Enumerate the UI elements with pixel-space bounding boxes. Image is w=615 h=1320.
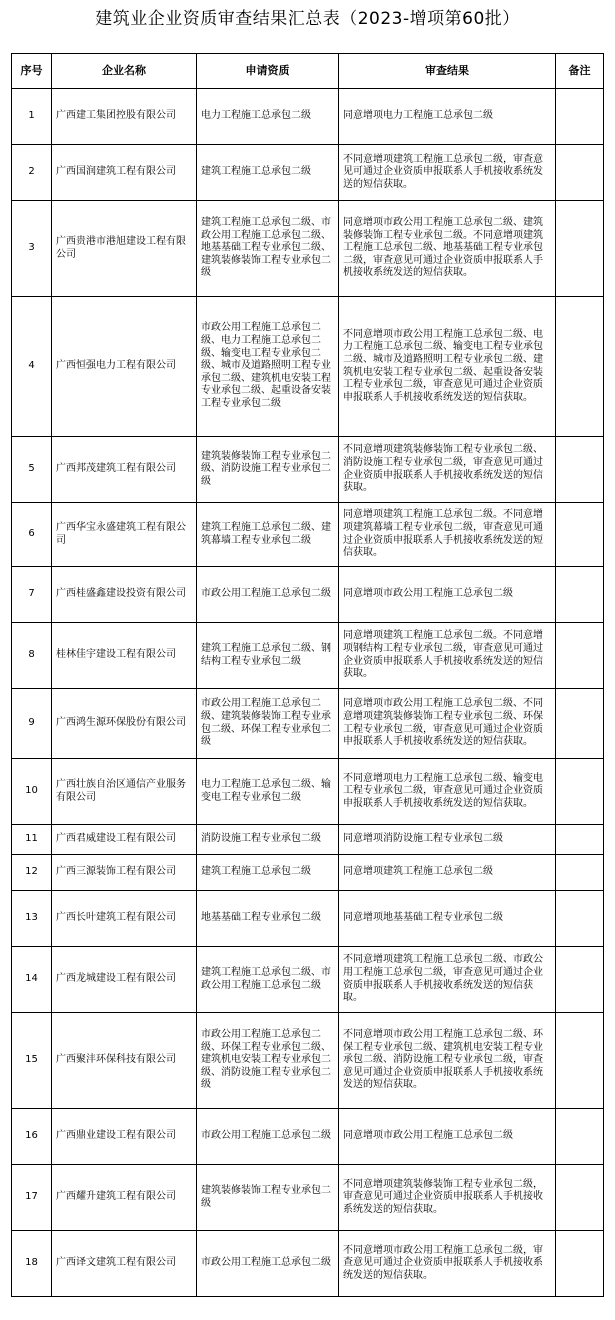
review-result: 不同意增项电力工程施工总承包二级、输变电工程专业承包二级，审查意见可通过企业资质申报联系人手机接收系统发送的短信获取。 <box>339 759 556 825</box>
row-index: 6 <box>12 503 52 567</box>
review-result: 不同意增项建筑装修装饰工程专业承包二级，审查意见可通过企业资质申报联系人手机接收系统发送的短信获取。 <box>339 1165 556 1231</box>
remark <box>556 437 604 503</box>
header-index: 序号 <box>12 54 52 89</box>
company-name: 广西君威建设工程有限公司 <box>52 825 197 855</box>
review-result: 同意增项市政公用工程施工总承包二级、建筑装修装饰工程专业承包二级。不同意增项建筑工程施工总承包二级、地基基础工程专业承包二级，审查意见可通过企业资质申报联系人手机接收系统发送的短信获取。 <box>339 201 556 297</box>
row-index: 15 <box>12 1013 52 1109</box>
review-result: 不同意增项市政公用工程施工总承包二级，审查意见可通过企业资质申报联系人手机接收系统发送的短信获取。 <box>339 1231 556 1297</box>
company-name: 广西恒强电力工程有限公司 <box>52 297 197 437</box>
remark <box>556 623 604 689</box>
company-name: 广西桂盛鑫建设投资有限公司 <box>52 567 197 623</box>
table-row <box>12 89 604 145</box>
remark <box>556 825 604 855</box>
applied-qualification: 建筑工程施工总承包二级 <box>197 855 339 891</box>
table-row <box>12 503 604 567</box>
row-index: 8 <box>12 623 52 689</box>
table-row <box>12 1109 604 1165</box>
table-row <box>12 297 604 437</box>
page-title: 建筑业企业资质审查结果汇总表（2023-增项第60批） <box>95 9 520 29</box>
applied-qualification: 市政公用工程施工总承包二级、电力工程施工总承包二级、输变电工程专业承包二级、城市及道路照明工程专业承包二级、建筑机电安装工程专业承包二级、起重设备安装工程专业承包二级 <box>197 297 339 437</box>
remark <box>556 689 604 759</box>
company-name: 广西贵港市港旭建设工程有限公司 <box>52 201 197 297</box>
company-name: 广西耀升建筑工程有限公司 <box>52 1165 197 1231</box>
remark <box>556 947 604 1013</box>
applied-qualification: 市政公用工程施工总承包二级 <box>197 1231 339 1297</box>
table-row <box>12 567 604 623</box>
applied-qualification: 建筑工程施工总承包二级、市政公用工程施工总承包二级 <box>197 947 339 1013</box>
row-index: 4 <box>12 297 52 437</box>
row-index: 11 <box>12 825 52 855</box>
remark <box>556 759 604 825</box>
row-index: 18 <box>12 1231 52 1297</box>
review-result: 同意增项建筑工程施工总承包二级 <box>339 855 556 891</box>
applied-qualification: 地基基础工程专业承包二级 <box>197 891 339 947</box>
row-index: 14 <box>12 947 52 1013</box>
remark <box>556 1013 604 1109</box>
company-name: 广西邦茂建筑工程有限公司 <box>52 437 197 503</box>
table-row <box>12 759 604 825</box>
table-header-row <box>12 54 604 89</box>
review-result: 同意增项建筑工程施工总承包二级。不同意增项钢结构工程专业承包二级，审查意见可通过企业资质申报联系人手机接收系统发送的短信获取。 <box>339 623 556 689</box>
table-row <box>12 891 604 947</box>
header-note: 备注 <box>556 54 604 89</box>
remark <box>556 855 604 891</box>
table-row <box>12 201 604 297</box>
row-index: 13 <box>12 891 52 947</box>
review-result: 同意增项建筑工程施工总承包二级。不同意增项建筑幕墙工程专业承包二级，审查意见可通过企业资质申报联系人手机接收系统发送的短信获取。 <box>339 503 556 567</box>
review-result: 不同意增项市政公用工程施工总承包二级、环保工程专业承包二级、建筑机电安装工程专业承包二级、消防设施工程专业承包二级，审查意见可通过企业资质申报联系人手机接收系统发送的短信获取。 <box>339 1013 556 1109</box>
review-result: 同意增项市政公用工程施工总承包二级、不同意增项建筑装修装饰工程专业承包二级、环保工程专业承包二级，审查意见可通过企业资质申报联系人手机接收系统发送的短信获取。 <box>339 689 556 759</box>
applied-qualification: 市政公用工程施工总承包二级、环保工程专业承包二级、建筑机电安装工程专业承包二级、消防设施工程专业承包二级 <box>197 1013 339 1109</box>
remark <box>556 1165 604 1231</box>
table-row <box>12 437 604 503</box>
review-result: 不同意增项建筑工程施工总承包二级，审查意见可通过企业资质申报联系人手机接收系统发送的短信获取。 <box>339 145 556 201</box>
applied-qualification: 建筑装修装饰工程专业承包二级、消防设施工程专业承包二级 <box>197 437 339 503</box>
applied-qualification: 电力工程施工总承包二级、输变电工程专业承包二级 <box>197 759 339 825</box>
review-result: 同意增项市政公用工程施工总承包二级 <box>339 567 556 623</box>
applied-qualification: 消防设施工程专业承包二级 <box>197 825 339 855</box>
review-result: 不同意增项建筑工程施工总承包二级、市政公用工程施工总承包二级，审查意见可通过企业资质申报联系人手机接收系统发送的短信获取。 <box>339 947 556 1013</box>
remark <box>556 201 604 297</box>
company-name: 广西华宝永盛建筑工程有限公司 <box>52 503 197 567</box>
applied-qualification: 建筑工程施工总承包二级、市政公用工程施工总承包二级、地基基础工程专业承包二级、建筑装修装饰工程专业承包二级 <box>197 201 339 297</box>
row-index: 10 <box>12 759 52 825</box>
review-result: 同意增项消防设施工程专业承包二级 <box>339 825 556 855</box>
row-index: 2 <box>12 145 52 201</box>
company-name: 广西建工集团控股有限公司 <box>52 89 197 145</box>
remark <box>556 145 604 201</box>
applied-qualification: 电力工程施工总承包二级 <box>197 89 339 145</box>
applied-qualification: 建筑工程施工总承包二级、建筑幕墙工程专业承包二级 <box>197 503 339 567</box>
applied-qualification: 市政公用工程施工总承包二级、建筑装修装饰工程专业承包二级、环保工程专业承包二级 <box>197 689 339 759</box>
company-name: 广西国润建筑工程有限公司 <box>52 145 197 201</box>
review-result: 同意增项地基基础工程专业承包二级 <box>339 891 556 947</box>
table-row <box>12 1231 604 1297</box>
company-name: 广西鼎业建设工程有限公司 <box>52 1109 197 1165</box>
header-result: 审查结果 <box>339 54 556 89</box>
header-applied: 申请资质 <box>197 54 339 89</box>
company-name: 广西聚沣环保科技有限公司 <box>52 1013 197 1109</box>
row-index: 17 <box>12 1165 52 1231</box>
remark <box>556 297 604 437</box>
remark <box>556 503 604 567</box>
results-table <box>11 53 604 1297</box>
company-name: 桂林佳宇建设工程有限公司 <box>52 623 197 689</box>
applied-qualification: 建筑工程施工总承包二级、钢结构工程专业承包二级 <box>197 623 339 689</box>
review-result: 不同意增项市政公用工程施工总承包二级、电力工程施工总承包二级、输变电工程专业承包二级、城市及道路照明工程专业承包二级、建筑机电安装工程专业承包二级、起重设备安装工程专业承包二级，审查意见可通过企业资质申报联系人手机接收系统发送的短信获取。 <box>339 297 556 437</box>
applied-qualification: 市政公用工程施工总承包二级 <box>197 567 339 623</box>
table-row <box>12 145 604 201</box>
remark <box>556 1231 604 1297</box>
company-name: 广西鸿生源环保股份有限公司 <box>52 689 197 759</box>
company-name: 广西龙城建设工程有限公司 <box>52 947 197 1013</box>
row-index: 5 <box>12 437 52 503</box>
row-index: 1 <box>12 89 52 145</box>
company-name: 广西长叶建筑工程有限公司 <box>52 891 197 947</box>
row-index: 9 <box>12 689 52 759</box>
review-result: 同意增项电力工程施工总承包二级 <box>339 89 556 145</box>
table-row <box>12 1013 604 1109</box>
company-name: 广西壮族自治区通信产业服务有限公司 <box>52 759 197 825</box>
table-row <box>12 947 604 1013</box>
remark <box>556 89 604 145</box>
company-name: 广西三源装饰工程有限公司 <box>52 855 197 891</box>
applied-qualification: 建筑工程施工总承包二级 <box>197 145 339 201</box>
row-index: 16 <box>12 1109 52 1165</box>
remark <box>556 891 604 947</box>
table-row <box>12 623 604 689</box>
header-company: 企业名称 <box>52 54 197 89</box>
table-row <box>12 825 604 855</box>
row-index: 7 <box>12 567 52 623</box>
review-result: 同意增项市政公用工程施工总承包二级 <box>339 1109 556 1165</box>
table-row <box>12 1165 604 1231</box>
row-index: 12 <box>12 855 52 891</box>
company-name: 广西译文建筑工程有限公司 <box>52 1231 197 1297</box>
remark <box>556 1109 604 1165</box>
applied-qualification: 市政公用工程施工总承包二级 <box>197 1109 339 1165</box>
table-row <box>12 855 604 891</box>
remark <box>556 567 604 623</box>
row-index: 3 <box>12 201 52 297</box>
applied-qualification: 建筑装修装饰工程专业承包二级 <box>197 1165 339 1231</box>
table-row <box>12 689 604 759</box>
review-result: 不同意增项建筑装修装饰工程专业承包二级、消防设施工程专业承包二级，审查意见可通过企业资质申报联系人手机接收系统发送的短信获取。 <box>339 437 556 503</box>
